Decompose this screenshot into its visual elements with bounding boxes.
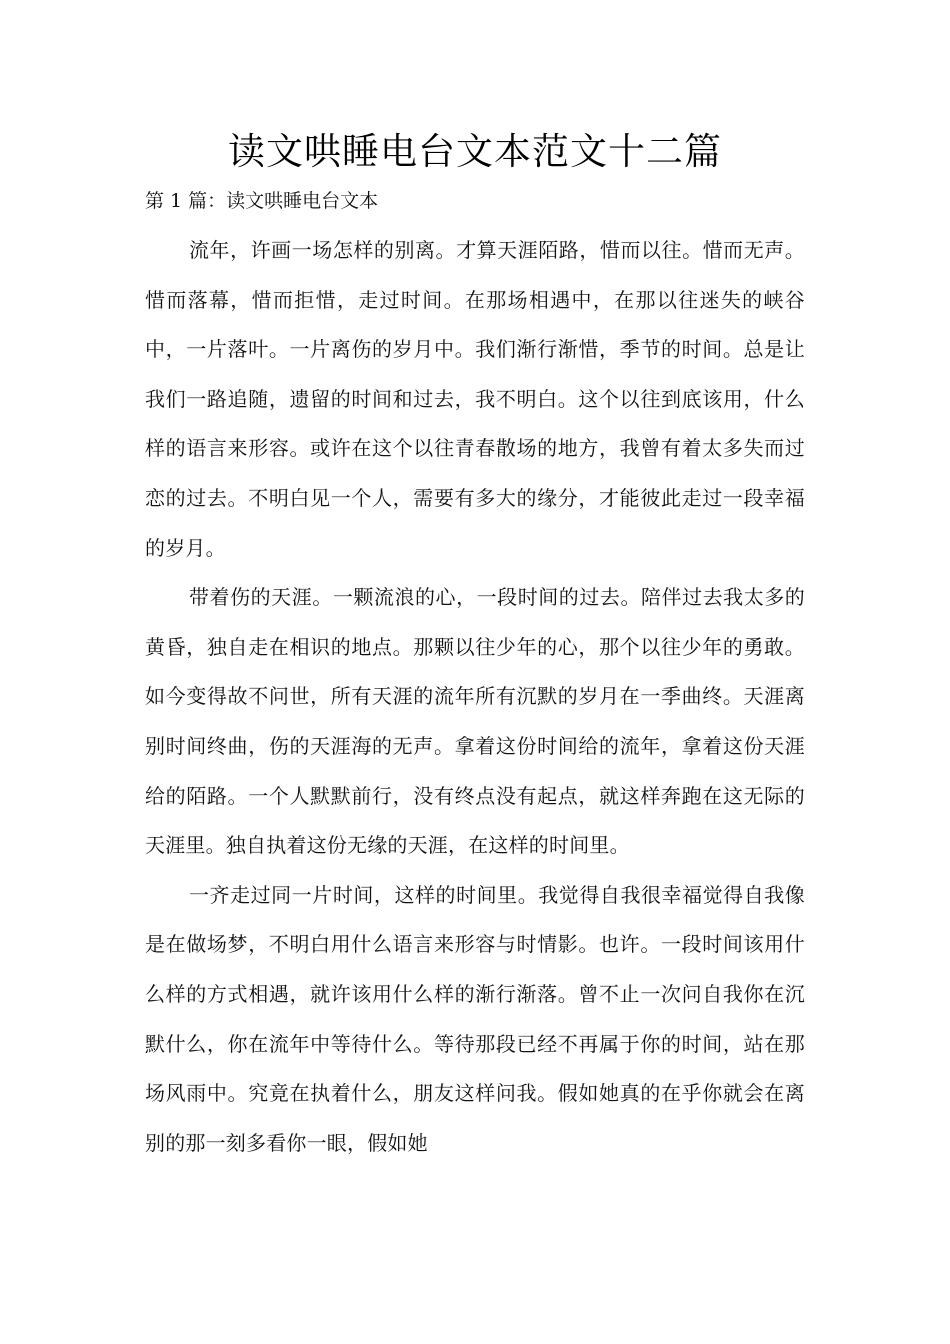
paragraph-3: 一齐走过同一片时间，这样的时间里。我觉得自我很幸福觉得自我像是在做场梦，不明白用什么语言来形容与时情影。也许。一段时间该用什么样的方式相遇，就许该用什么样的渐行渐落。曾不止一次问自我你在沉默什么，你在流年中等待什么。等待那段已经不再属于你的时间，站在那场风雨中。究竟在执着什么，朋友这样问我。假如她真的在乎你就会在离别的那一刻多看你一眼，假如她 (145, 882, 805, 1155)
document-title: 读文哄睡电台文本范文十二篇 (228, 130, 722, 173)
paragraph-1: 流年，许画一场怎样的别离。才算天涯陌路，惜而以往。惜而无声。惜而落幕，惜而拒惜，走过时间。在那场相遇中，在那以往迷失的峡谷中，一片落叶。一片离伤的岁月中。我们渐行渐惜，季节的时间。总是让我们一路追随，遗留的时间和过去，我不明白。这个以往到底该用，什么样的语言来形容。或许在这个以往青春散场的地方，我曾有着太多失而过恋的过去。不明白见一个人，需要有多大的缘分，才能彼此走过一段幸福的岁月。 (145, 238, 805, 560)
section-heading: 第 1 篇：读文哄睡电台文本 (145, 190, 379, 212)
paragraph-2: 带着伤的天涯。一颗流浪的心，一段时间的过去。陪伴过去我太多的黄昏，独自走在相识的地点。那颗以往少年的心，那个以往少年的勇敢。如今变得故不问世，所有天涯的流年所有沉默的岁月在一季曲终。天涯离别时间终曲，伤的天涯海的无声。拿着这份时间给的流年，拿着这份天涯给的陌路。一个人默默前行，没有终点没有起点，就这样奔跑在这无际的天涯里。独自执着这份无缘的天涯，在这样的时间里。 (145, 585, 805, 858)
body-text (145, 226, 805, 1168)
